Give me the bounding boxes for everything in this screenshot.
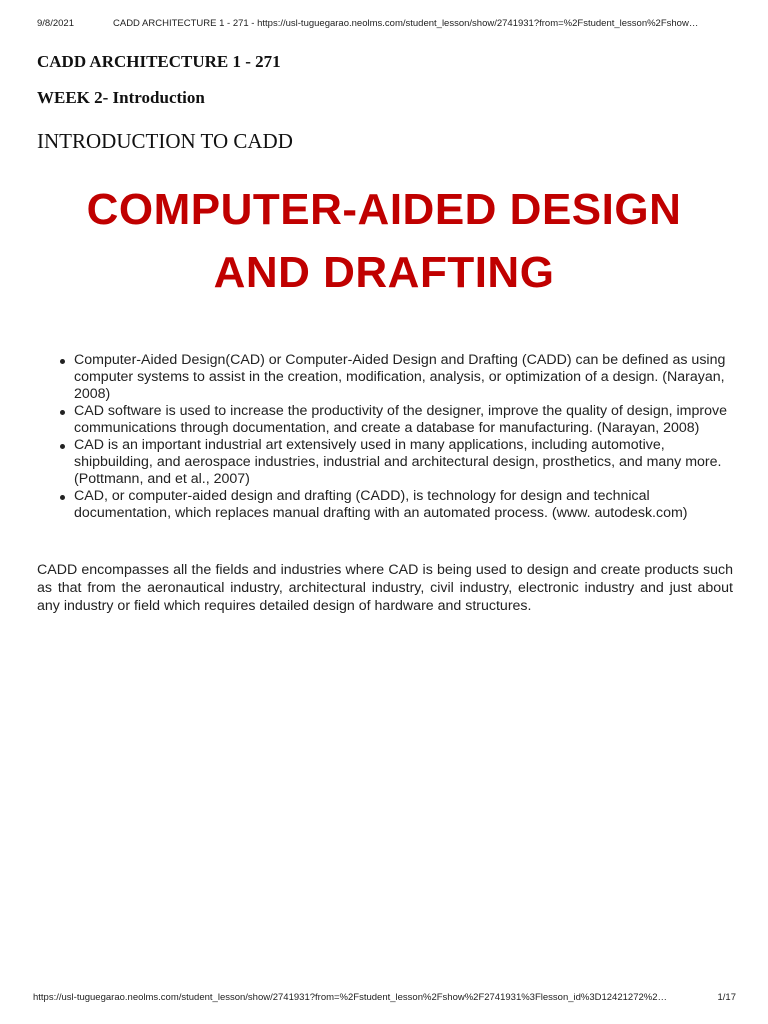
week-title: WEEK 2- Introduction	[37, 88, 205, 107]
print-date: 9/8/2021	[37, 18, 74, 29]
banner-heading	[0, 178, 768, 304]
list-item: CAD, or computer-aided design and drafting (CADD), is technology for design and technical documentation, which replaces manual drafting with an automated process. (www. autodesk.com)	[74, 488, 728, 522]
definition-list	[0, 352, 768, 522]
print-header	[0, 17, 768, 31]
print-title: CADD ARCHITECTURE 1 - 271 - https://usl-tuguegarao.neolms.com/student_lesson/show/2741931?from=%2Fstudent_lesson%2Fshow…	[113, 18, 699, 29]
footer-url: https://usl-tuguegarao.neolms.com/student_lesson/show/2741931?from=%2Fstudent_lesson%2Fshow%2F2741931%3Flesson_id%3D12421272%2…	[33, 992, 667, 1003]
intro-heading: INTRODUCTION TO CADD	[37, 129, 293, 153]
list-item: CAD is an important industrial art extensively used in many applications, including automotive, shipbuilding, and aerospace industries, industrial and architectural design, prosthetics, and many more. (Pottmann, and et al., 2007)	[74, 437, 728, 488]
list-item: Computer-Aided Design(CAD) or Computer-Aided Design and Drafting (CADD) can be defined as using computer systems to assist in the creation, modification, analysis, or optimization of a design. (Narayan, 2008)	[74, 352, 728, 403]
print-footer	[0, 991, 768, 1005]
banner-line-2: AND DRAFTING	[213, 248, 555, 297]
page-number: 1/17	[717, 992, 736, 1003]
body-paragraph: CADD encompasses all the fields and industries where CAD is being used to design and create products such as that from the aeronautical industry, architectural industry, civil industry, electronic industry and just about any industry or field which requires detailed design of hardware and structures.	[37, 562, 733, 614]
list-item: CAD software is used to increase the productivity of the designer, improve the quality of design, improve communications through documentation, and create a database for manufacturing. (Narayan, 2008)	[74, 403, 727, 436]
course-title: CADD ARCHITECTURE 1 - 271	[37, 52, 281, 71]
banner-line-1: COMPUTER-AIDED DESIGN	[86, 185, 682, 234]
